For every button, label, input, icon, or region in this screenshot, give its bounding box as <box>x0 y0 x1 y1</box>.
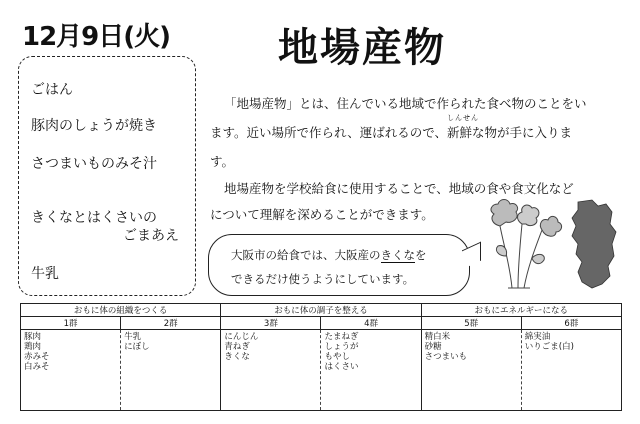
paragraph-line: について理解を深めることができます。 <box>210 207 434 222</box>
group-food-list <box>521 330 621 411</box>
food-item: もやし <box>324 352 350 362</box>
food-item: 精白米 <box>424 332 451 342</box>
food-item: いりごま(白) <box>524 342 574 352</box>
group-food-list <box>21 330 121 411</box>
group-food-list <box>221 330 321 411</box>
menu-item: ごはん <box>31 82 73 98</box>
page-title: 地場産物 <box>278 25 446 71</box>
menu-box <box>18 56 196 296</box>
food-item: 砂糖 <box>424 342 442 352</box>
food-item: たまねぎ <box>324 332 359 342</box>
paragraph-line: 「地場産物」とは、住んでいる地域で作られた食べ物のことをい <box>224 96 587 111</box>
menu-item: 牛乳 <box>31 266 59 282</box>
paragraph-line <box>210 114 606 147</box>
paragraph-line: 地場産物を学校給食に使用することで、地域の食や食文化など <box>224 181 574 196</box>
food-item: 赤みそ <box>24 352 50 362</box>
group-header: 3群 <box>221 317 321 330</box>
food-item: 牛乳 <box>124 332 142 342</box>
osaka-map-icon <box>572 200 616 288</box>
bubble-highlight: きくな <box>380 248 415 262</box>
group-header: 4群 <box>321 317 421 330</box>
category-header: おもにエネルギーになる <box>421 304 621 317</box>
ruby-reading: しんせん <box>447 114 480 122</box>
food-item: 豚肉 <box>24 332 42 342</box>
group-food-list <box>321 330 421 411</box>
ruby-word <box>447 114 480 140</box>
group-header: 2群 <box>121 317 221 330</box>
food-groups-table <box>20 303 622 411</box>
food-item: はくさい <box>324 362 359 372</box>
bubble-text: を <box>415 248 427 262</box>
group-food-list <box>421 330 521 411</box>
group-header: 5群 <box>421 317 521 330</box>
food-item: しょうが <box>324 342 359 352</box>
food-item: 綿実油 <box>524 332 551 342</box>
bubble-line: できるだけ使うようにしています。 <box>231 272 415 286</box>
menu-item: きくなとはくさいの <box>31 210 157 226</box>
category-header: おもに体の組織をつくる <box>21 304 221 317</box>
food-item: さつまいも <box>424 352 468 362</box>
kikuna-icon <box>491 200 562 289</box>
group-header: 1群 <box>21 317 121 330</box>
category-header: おもに体の調子を整える <box>221 304 421 317</box>
paragraph-line: す。 <box>210 154 235 169</box>
food-item: にぼし <box>124 342 150 352</box>
food-item: 青ねぎ <box>224 342 250 352</box>
menu-item: 豚肉のしょうが焼き <box>31 118 157 134</box>
date: 12月9日(火) <box>22 22 171 52</box>
menu-item: さつまいものみそ汁 <box>31 156 157 172</box>
food-item: きくな <box>224 352 250 362</box>
food-item: にんじん <box>224 332 259 342</box>
group-header: 6群 <box>521 317 621 330</box>
bubble-text: 大阪市の給食では、大阪産の <box>231 248 381 262</box>
bubble-line <box>231 247 427 263</box>
paragraph-text: ます。近い場所で作られ、運ばれるので、 <box>210 125 448 140</box>
food-item: 鶏肉 <box>24 342 42 352</box>
kikuna-osaka-illustration <box>482 196 622 292</box>
food-item: 白みそ <box>24 362 50 372</box>
group-food-list <box>121 330 221 411</box>
paragraph-text: な物が手に入りま <box>472 125 573 140</box>
ruby-base-text: 新鮮 <box>447 125 473 140</box>
speech-bubble <box>208 234 470 296</box>
menu-item: ごまあえ <box>123 228 179 244</box>
